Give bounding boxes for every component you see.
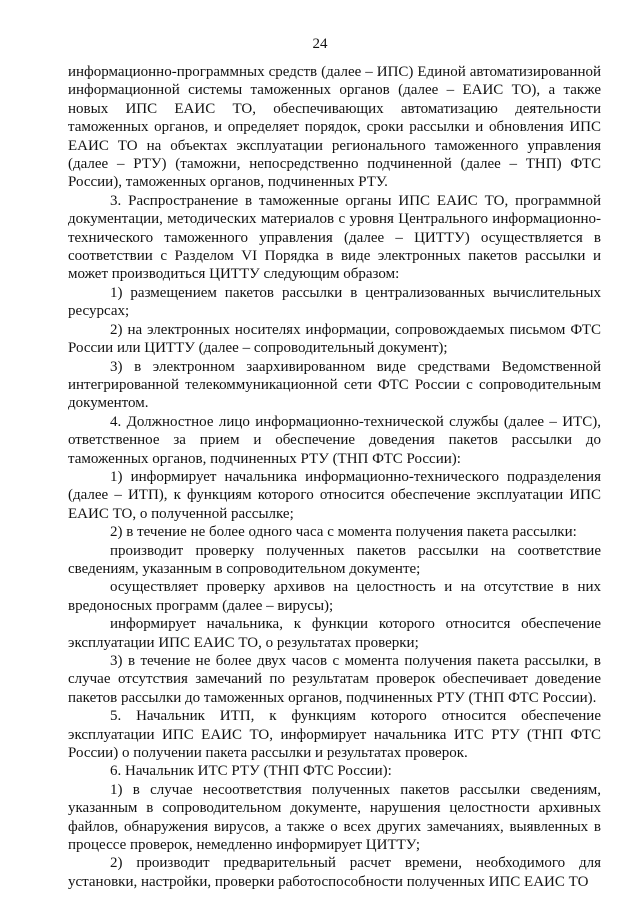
paragraph-item-6: 6. Начальник ИТС РТУ (ТНП ФТС России):	[110, 763, 392, 780]
paragraph-item-3-1: 1) размещением пакетов рассылки в централизованных вычислительных ресурсах;	[68, 284, 601, 320]
paragraph-item-4-2: 2) в течение не более одного часа с момента получения пакета рассылки:	[110, 524, 577, 541]
page-number: 24	[312, 36, 328, 52]
paragraph-item-4: 4. Должностное лицо информационно-технической службы (далее – ИТС), ответственное за прием и обеспечение доведения пакетов рассылки до таможенных органов, подчиненных РТУ (ТНП ФТС России):	[68, 413, 601, 467]
paragraph-item-4-3: 3) в течение не более двух часов с момента получения пакета рассылки, в случае отсутствия замечаний по результатам проверок обеспечивает доведение пакетов рассылки до таможенных органов, подчиненных РТУ (ТНП ФТС России).	[68, 653, 601, 706]
paragraph-item-4-2-b: осуществляет проверку архивов на целостность и на отсутствие в них вредоносных программ (далее – вирусы);	[68, 579, 601, 614]
paragraph-continuation: информационно-программных средств (далее – ИПС) Единой автоматизированной информационной системы таможенных органов (далее – ЕАИС ТО), а также новых ИПС ЕАИС ТО, обеспечивающих автоматизацию деятельности таможенных органов, и определяет порядок, сроки рассылки и обновления ИПС ЕАИС ТО на объектах эксплуатации регионального таможенного управления (далее – РТУ) (таможни, непосредственно подчиненной (далее – ТНП) ФТС России), таможенных органов, подчиненных РТУ.	[68, 64, 601, 191]
paragraph-item-4-1: 1) информирует начальника информационно-технического подразделения (далее – ИТП), к функциям которого относится обеспечение эксплуатации ИПС ЕАИС ТО, о полученной рассылке;	[68, 468, 601, 522]
paragraph-item-3-3: 3) в электронном заархивированном виде средствами Ведомственной интегрированной телекоммуникационной сети ФТС России с сопроводительным документом.	[68, 358, 601, 412]
document-body	[68, 63, 601, 891]
paragraph-item-6-1: 1) в случае несоответствия полученных пакетов рассылки сведениям, указанным в сопроводительном документе, нарушения целостности архивных файлов, обнаружения вирусов, а также о всех других замечаниях, выявленных в процессе проверок, немедленно информирует ЦИТТУ;	[68, 781, 601, 854]
paragraph-item-3-2: 2) на электронных носителях информации, сопровождаемых письмом ФТС России или ЦИТТУ (далее – сопроводительный документ);	[68, 321, 601, 357]
paragraph-item-5: 5. Начальник ИТП, к функциям которого относится обеспечение эксплуатации ИПС ЕАИС ТО, информирует начальника ИТС РТУ (ТНП ФТС России) о получении пакета рассылки и результатах проверок.	[68, 708, 601, 762]
paragraph-item-6-2: 2) производит предварительный расчет времени, необходимого для установки, настройки, проверки работоспособности полученных ИПС ЕАИС ТО	[68, 855, 601, 890]
paragraph-item-4-2-c: информирует начальника, к функции которого относится обеспечение эксплуатации ИПС ЕАИС ТО, о результатах проверки;	[68, 616, 601, 651]
paragraph-item-4-2-a: производит проверку полученных пакетов рассылки на соответствие сведениям, указанным в сопроводительном документе;	[68, 542, 601, 577]
paragraph-item-3: 3. Распространение в таможенные органы ИПС ЕАИС ТО, программной документации, методических материалов с уровня Центрального информационно-технического таможенного управления (далее – ЦИТТУ) осуществляется в соответствии с Разделом VI Порядка в виде электронных пакетов рассылки и может производиться ЦИТТУ следующим образом:	[68, 192, 601, 283]
